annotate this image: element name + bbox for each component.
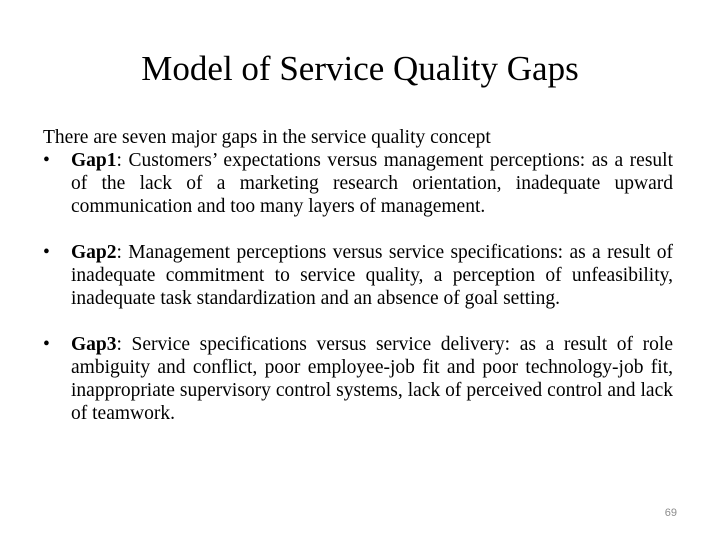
- page-number: 69: [664, 507, 677, 519]
- bullet-icon: •: [43, 334, 50, 355]
- gap-description: : Service specifications versus service delivery: as a result of role ambiguity and conflict, poor employee-job fit and poor technology-job fit, inappropriate supervisory control systems, lack of perceived control and lack of teamwork.: [71, 334, 673, 424]
- bullet-icon: •: [43, 242, 50, 263]
- gap-description: : Customers’ expectations versus management perceptions: as a result of the lack of a marketing research orientation, inadequate upward communication and too many layers of management.: [71, 150, 673, 217]
- intro-text: There are seven major gaps in the service quality concept: [43, 127, 491, 148]
- gap-item-1: [43, 149, 673, 218]
- slide-body: [43, 126, 673, 425]
- gap-name: Gap3: [71, 334, 117, 355]
- gap-name: Gap2: [71, 242, 117, 263]
- bullet-icon: •: [43, 150, 50, 171]
- gap-name: Gap1: [71, 150, 117, 171]
- slide-title: Model of Service Quality Gaps: [141, 49, 579, 88]
- gap-list: [43, 149, 673, 425]
- gap-item-2: [43, 241, 673, 310]
- gap-item-3: [43, 333, 673, 425]
- gap-description: : Management perceptions versus service specifications: as a result of inadequate commitment to service quality, a perception of unfeasibility, inadequate task standardization and an absence of goal setting.: [71, 242, 673, 309]
